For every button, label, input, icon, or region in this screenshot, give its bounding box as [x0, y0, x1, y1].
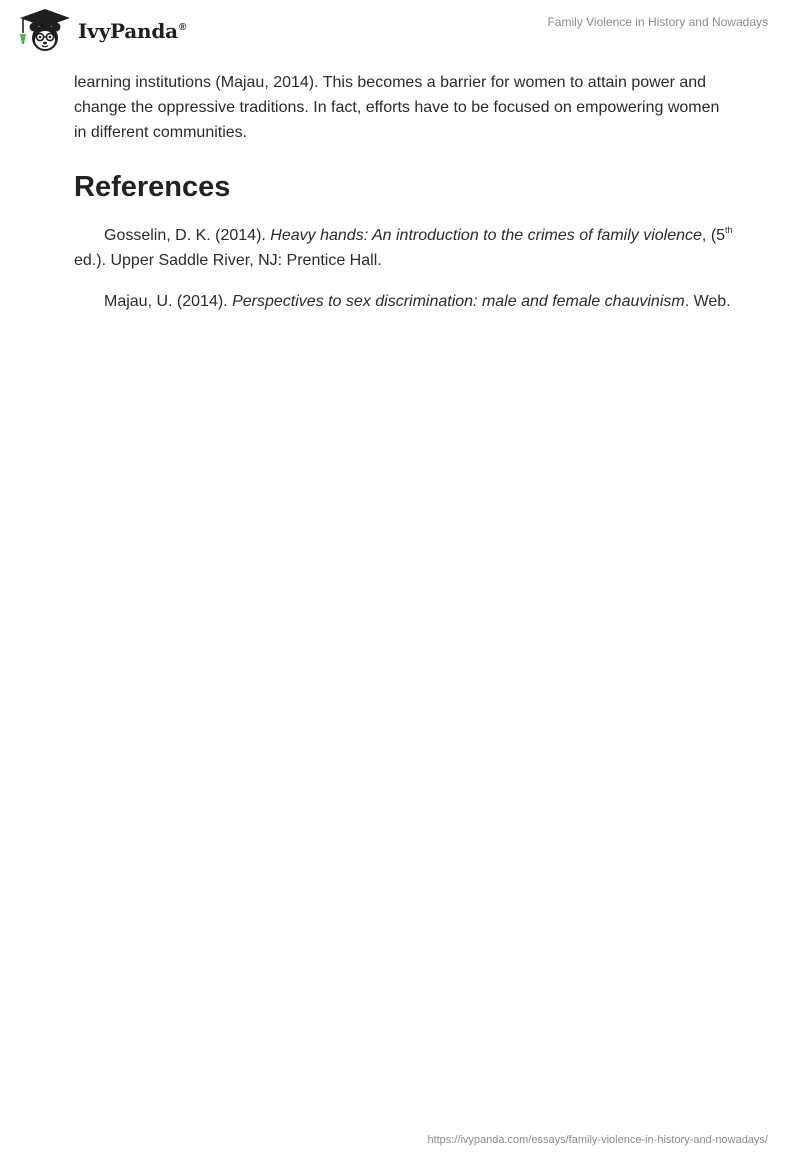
reference-item [74, 289, 734, 314]
logo-wordmark: IvyPanda® [78, 19, 187, 43]
document-body [74, 70, 734, 330]
reference-title: Heavy hands: An introduction to the crimes of family violence [270, 227, 702, 244]
reference-author: Gosselin, D. K. (2014). [104, 227, 271, 244]
reference-title: Perspectives to sex discrimination: male and female chauvinism [232, 293, 685, 310]
page-header [0, 0, 800, 60]
registered-mark: ® [178, 22, 187, 34]
body-paragraph: learning institutions (Majau, 2014). This becomes a barrier for women to attain power and change the oppressive traditions. In fact, efforts have to be focused on empowering women in different communities. [74, 74, 720, 141]
ivypanda-logo[interactable] [14, 7, 186, 53]
reference-publisher: . Web. [684, 293, 731, 310]
reference-list [74, 223, 734, 314]
reference-publisher: ed.). Upper Saddle River, NJ: Prentice Hall. [74, 252, 382, 269]
reference-author: Majau, U. (2014). [104, 293, 233, 310]
document-running-title: Family Violence in History and Nowadays [547, 15, 768, 29]
source-url[interactable]: https://ivypanda.com/essays/family-violence-in-history-and-nowadays/ [427, 1134, 768, 1146]
panda-graduate-icon [14, 7, 76, 53]
references-heading: References [74, 171, 231, 203]
reference-edition-superscript: th [725, 224, 733, 235]
reference-item [74, 223, 734, 273]
reference-edition: , (5 [701, 227, 726, 244]
